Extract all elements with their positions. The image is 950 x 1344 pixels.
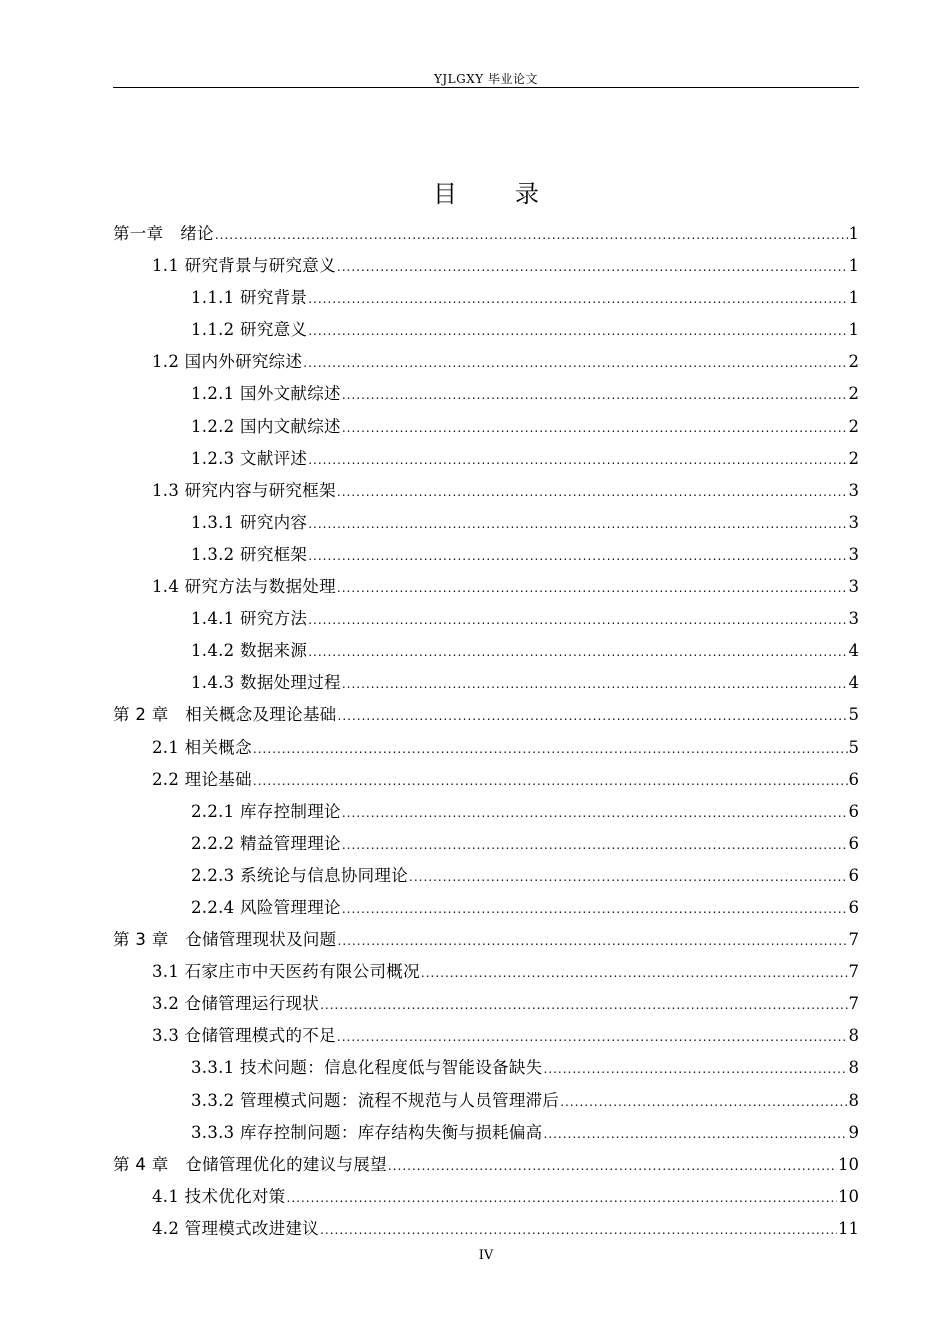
table-of-contents [113, 218, 859, 1245]
toc-entry-title: 第 4 章 仓储管理优化的建议与展望 [113, 1154, 387, 1174]
toc-entry[interactable] [113, 250, 859, 282]
toc-entry-title: 1.1.2 研究意义 [191, 320, 308, 340]
toc-entry[interactable] [113, 732, 859, 764]
toc-entry-title: 3.3.3 库存控制问题：库存结构失衡与损耗偏高 [191, 1122, 543, 1142]
toc-entry-title: 2.1 相关概念 [152, 737, 252, 757]
toc-entry-page: 6 [848, 801, 859, 821]
toc-entry-page: 4 [848, 673, 859, 693]
toc-entry-title: 3.3.2 管理模式问题：流程不规范与人员管理滞后 [191, 1090, 560, 1110]
toc-entry[interactable] [113, 314, 859, 346]
toc-entry[interactable] [113, 1149, 859, 1181]
toc-entry-page: 3 [848, 544, 859, 564]
toc-entry-page: 2 [848, 448, 859, 468]
toc-entry-page: 1 [848, 288, 859, 308]
toc-entry-title: 1.2.3 文献评述 [191, 448, 308, 468]
toc-entry-title: 1.2.1 国外文献综述 [191, 384, 341, 404]
toc-entry-page: 2 [848, 416, 859, 436]
toc-dot-leader [342, 379, 848, 411]
toc-entry-page: 10 [838, 1186, 859, 1206]
toc-entry-title: 1.2.2 国内文献综述 [191, 416, 341, 436]
toc-entry-title: 3.3.1 技术问题：信息化程度低与智能设备缺失 [191, 1058, 543, 1078]
toc-dot-leader [342, 797, 848, 829]
toc-dot-leader [337, 572, 848, 604]
toc-dot-leader [253, 765, 848, 797]
toc-entry-page: 7 [848, 994, 859, 1014]
toc-dot-leader [342, 893, 848, 925]
toc-entry[interactable] [113, 699, 859, 731]
toc-entry-page: 3 [848, 609, 859, 629]
toc-entry[interactable] [113, 411, 859, 443]
toc-entry[interactable] [113, 892, 859, 924]
toc-entry-title: 3.1 石家庄市中天医药有限公司概况 [152, 962, 420, 982]
toc-entry-title: 2.2 理论基础 [152, 769, 252, 789]
toc-dot-leader [215, 219, 848, 251]
toc-entry-title: 1.4.3 数据处理过程 [191, 673, 341, 693]
toc-entry-title: 3.3 仓储管理模式的不足 [152, 1026, 336, 1046]
toc-entry-title: 1.1.1 研究背景 [191, 288, 308, 308]
toc-entry-page: 6 [848, 865, 859, 885]
toc-dot-leader [342, 668, 848, 700]
toc-dot-leader [308, 636, 847, 668]
toc-dot-leader [337, 1021, 848, 1053]
toc-entry[interactable] [113, 378, 859, 410]
toc-entry-title: 第 3 章 仓储管理现状及问题 [113, 930, 337, 950]
toc-dot-leader [287, 1182, 838, 1214]
toc-entry-title: 第一章 绪论 [113, 224, 214, 243]
toc-entry-page: 2 [848, 384, 859, 404]
toc-dot-leader [342, 829, 848, 861]
toc-entry-page: 3 [848, 577, 859, 597]
toc-dot-leader [543, 1053, 847, 1085]
toc-entry-page: 6 [848, 897, 859, 917]
header-rule [113, 87, 859, 88]
toc-entry[interactable] [113, 443, 859, 475]
toc-entry-page: 7 [848, 962, 859, 982]
page-header: YJLGXY 毕业论文 [433, 72, 539, 86]
toc-entry-title: 1.3.1 研究内容 [191, 512, 308, 532]
toc-entry-page: 11 [838, 1218, 859, 1238]
toc-entry-title: 第 2 章 相关概念及理论基础 [113, 705, 337, 725]
toc-entry-page: 8 [848, 1058, 859, 1078]
toc-entry[interactable] [113, 539, 859, 571]
toc-dot-leader [543, 1118, 847, 1150]
toc-entry[interactable] [113, 346, 859, 378]
toc-entry-page: 9 [848, 1122, 859, 1142]
toc-entry-title: 2.2.4 风险管理理论 [191, 897, 341, 917]
toc-entry-page: 10 [838, 1154, 859, 1174]
toc-entry[interactable] [113, 988, 859, 1020]
toc-entry-title: 3.2 仓储管理运行现状 [152, 994, 320, 1014]
footer-page-number: IV [478, 1248, 494, 1263]
toc-dot-leader [253, 733, 848, 765]
toc-entry-title: 2.2.3 系统论与信息协同理论 [191, 865, 409, 885]
toc-entry-title: 1.1 研究背景与研究意义 [152, 256, 336, 276]
toc-dot-leader [342, 412, 848, 444]
toc-entry[interactable] [113, 1181, 859, 1213]
toc-dot-leader [338, 925, 848, 957]
toc-entry[interactable] [113, 1213, 859, 1245]
toc-entry-title: 1.4.2 数据来源 [191, 641, 308, 661]
toc-title: 目录 [433, 180, 597, 208]
toc-entry-page: 3 [848, 512, 859, 532]
toc-entry[interactable] [113, 1117, 859, 1149]
toc-entry-title: 1.3.2 研究框架 [191, 544, 308, 564]
toc-entry[interactable] [113, 507, 859, 539]
toc-entry[interactable] [113, 828, 859, 860]
toc-entry-page: 1 [848, 224, 859, 243]
toc-dot-leader [308, 283, 847, 315]
toc-dot-leader [337, 476, 848, 508]
toc-dot-leader [308, 315, 847, 347]
toc-entry[interactable] [113, 603, 859, 635]
toc-entry-title: 1.4 研究方法与数据处理 [152, 577, 336, 597]
toc-dot-leader [308, 508, 847, 540]
toc-entry-title: 1.3 研究内容与研究框架 [152, 480, 336, 500]
toc-entry-page: 4 [848, 641, 859, 661]
toc-entry-page: 2 [848, 352, 859, 372]
toc-dot-leader [308, 604, 847, 636]
toc-entry[interactable] [113, 475, 859, 507]
toc-dot-leader [337, 251, 848, 283]
toc-dot-leader [320, 989, 847, 1021]
toc-entry-title: 1.2 国内外研究综述 [152, 352, 303, 372]
toc-dot-leader [308, 444, 847, 476]
toc-entry-title: 4.1 技术优化对策 [152, 1186, 286, 1206]
toc-dot-leader [560, 1086, 847, 1118]
toc-dot-leader [388, 1150, 837, 1182]
toc-entry[interactable] [113, 667, 859, 699]
toc-dot-leader [303, 347, 847, 379]
toc-entry-title: 2.2.2 精益管理理论 [191, 833, 341, 853]
toc-entry-page: 5 [848, 737, 859, 757]
toc-entry-page: 1 [848, 256, 859, 276]
toc-entry-title: 2.2.1 库存控制理论 [191, 801, 341, 821]
toc-entry-page: 1 [848, 320, 859, 340]
toc-entry[interactable] [113, 282, 859, 314]
toc-entry-title: 4.2 管理模式改进建议 [152, 1218, 320, 1238]
toc-entry[interactable] [113, 796, 859, 828]
toc-entry[interactable] [113, 1052, 859, 1084]
toc-entry[interactable] [113, 860, 859, 892]
toc-entry-page: 5 [848, 705, 859, 725]
toc-dot-leader [320, 1214, 837, 1246]
toc-entry[interactable] [113, 1020, 859, 1052]
toc-entry[interactable] [113, 571, 859, 603]
toc-dot-leader [338, 700, 848, 732]
toc-entry-page: 6 [848, 833, 859, 853]
toc-entry[interactable] [113, 218, 859, 250]
toc-entry-page: 6 [848, 769, 859, 789]
toc-dot-leader [308, 540, 847, 572]
toc-entry-page: 7 [848, 930, 859, 950]
toc-entry-title: 1.4.1 研究方法 [191, 609, 308, 629]
toc-entry[interactable] [113, 635, 859, 667]
toc-entry-page: 8 [848, 1026, 859, 1046]
toc-dot-leader [409, 861, 847, 893]
toc-entry[interactable] [113, 764, 859, 796]
toc-entry-page: 3 [848, 480, 859, 500]
toc-entry[interactable] [113, 956, 859, 988]
toc-dot-leader [421, 957, 848, 989]
toc-entry-page: 8 [848, 1090, 859, 1110]
toc-entry[interactable] [113, 1085, 859, 1117]
toc-entry[interactable] [113, 924, 859, 956]
